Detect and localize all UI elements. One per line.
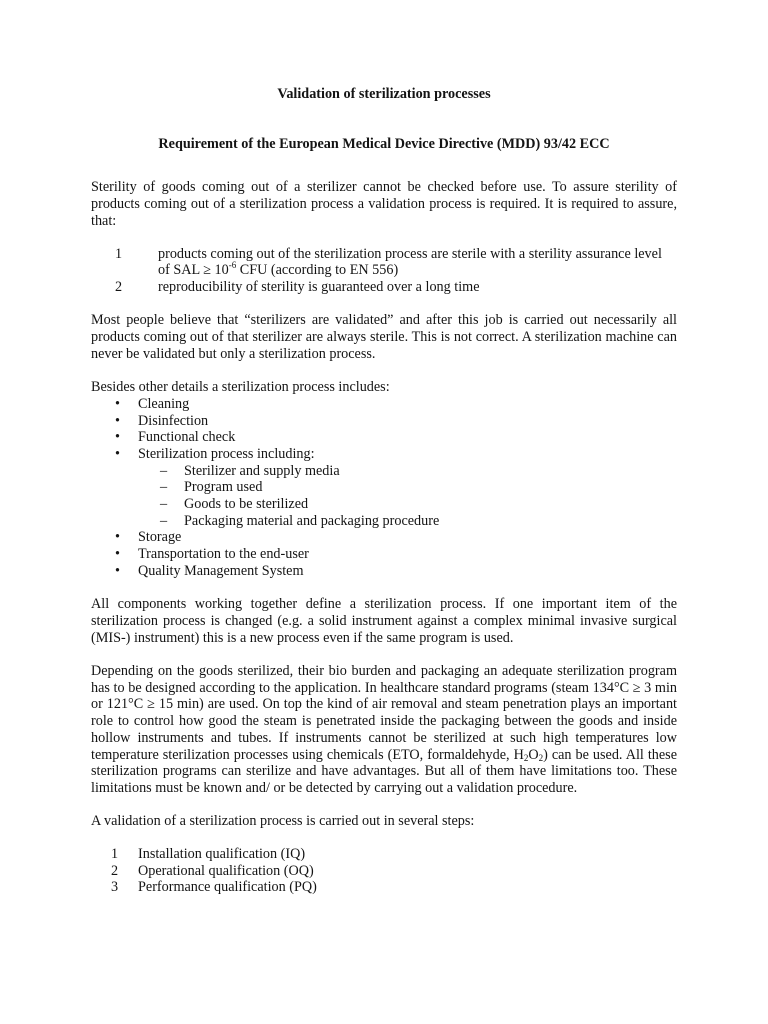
components-paragraph: All components working together define a sterilization process. If one important item of the sterilization process is changed (e.g. a solid instrument against a complex minimal invasive surgical (MIS-) instrument) this is a new process even if the same program is used. <box>91 596 677 646</box>
bullet-icon: • <box>115 445 120 462</box>
step-item <box>91 846 677 863</box>
sub-list-item: – Packaging material and packaging procedure <box>160 512 440 529</box>
step-item <box>91 863 677 880</box>
sub-list-item: – Sterilizer and supply media <box>160 462 340 479</box>
details-intro-paragraph: Besides other details a sterilization process includes: <box>91 379 390 396</box>
requirement-text: products coming out of the sterilization process are sterile with a sterility assurance level of SAL ≥ $10^{-6}$ CFU (according to EN 556) <box>158 245 662 279</box>
document-subtitle: Requirement of the European Medical Device Directive (MDD) 93/42 ECC <box>158 135 610 152</box>
exponent: -6 <box>228 260 237 271</box>
bullet-icon: • <box>115 562 120 579</box>
intro-paragraph: Sterility of goods coming out of a sterilizer cannot be checked before use. To assure sterility of products coming out of a sterilization process a validation process is required. It is required to assure, that: <box>91 179 677 229</box>
list-item: • Quality Management System <box>115 562 304 579</box>
requirement-item <box>91 279 677 296</box>
step-number: 2 <box>111 862 119 879</box>
list-item: • Cleaning <box>115 395 190 412</box>
list-item: • Sterilization process including: – Sterilizer and supply media – Program used – Goods to be sterilized – Packaging material and packaging procedure <box>91 446 677 530</box>
dash-icon: – <box>160 462 168 479</box>
list-item: • Disinfection <box>115 412 209 429</box>
list-item: • Functional check <box>115 429 236 446</box>
list-item: • Transportation to the end-user <box>115 546 309 563</box>
step-number: 3 <box>111 879 119 896</box>
requirements-list <box>91 246 677 296</box>
sub-items-list <box>138 463 677 530</box>
steps-intro-paragraph: A validation of a sterilization process is carried out in several steps: <box>91 813 475 830</box>
document-title: Validation of sterilization processes <box>277 86 491 102</box>
dash-icon: – <box>160 512 168 529</box>
step-text: Performance qualification (PQ) <box>138 879 317 896</box>
step-text: Operational qualification (OQ) <box>138 862 314 879</box>
step-text: Installation qualification (IQ) <box>138 846 306 863</box>
bullet-icon: • <box>115 429 120 446</box>
bullet-icon: • <box>115 529 120 546</box>
bullet-icon: • <box>115 546 120 563</box>
requirement-text: reproducibility of sterility is guaranteed over a long time <box>158 278 480 295</box>
requirement-number: 2 <box>115 278 123 295</box>
dash-icon: – <box>160 479 168 496</box>
requirement-number: 1 <box>115 245 123 262</box>
bullet-icon: • <box>115 412 120 429</box>
process-items-list <box>91 396 677 580</box>
sub-list-item: – Program used <box>160 479 263 496</box>
bullet-icon: • <box>115 395 120 412</box>
dash-icon: – <box>160 496 168 513</box>
list-item: • Storage <box>115 529 182 546</box>
document-page <box>91 86 677 896</box>
belief-paragraph: Most people believe that “sterilizers are validated” and after this job is carried out necessarily all products coming out of that sterilizer are always sterile. This is not correct. A sterilization machine can never be validated but only a sterilization process. <box>91 312 677 362</box>
depending-paragraph: Depending on the goods sterilized, their bio burden and packaging an adequate sterilization program has to be designed according to the application. In healthcare standard programs (steam 134°C ≥ 3 min or 121°C ≥ 15 min) are used. On top the kind of air removal and steam penetration plays an important role to control how good the steam is penetrated inside the packaging between the goods and inside hollow instruments and tubes. If instruments cannot be sterilized at such high temperatures low temperature sterilization processes using chemicals (ETO, formaldehyde, $H_2O_2$) can be used. All these sterilization programs can sterilize and have advantages. But all of them have limitations too. These limitations must be known and/ or be detected by carrying out a validation procedure. <box>91 663 677 796</box>
requirement-item <box>91 246 677 279</box>
sub-list-item: – Goods to be sterilized <box>160 496 309 513</box>
step-item <box>91 879 677 896</box>
validation-steps-list <box>91 846 677 896</box>
step-number: 1 <box>111 846 119 863</box>
